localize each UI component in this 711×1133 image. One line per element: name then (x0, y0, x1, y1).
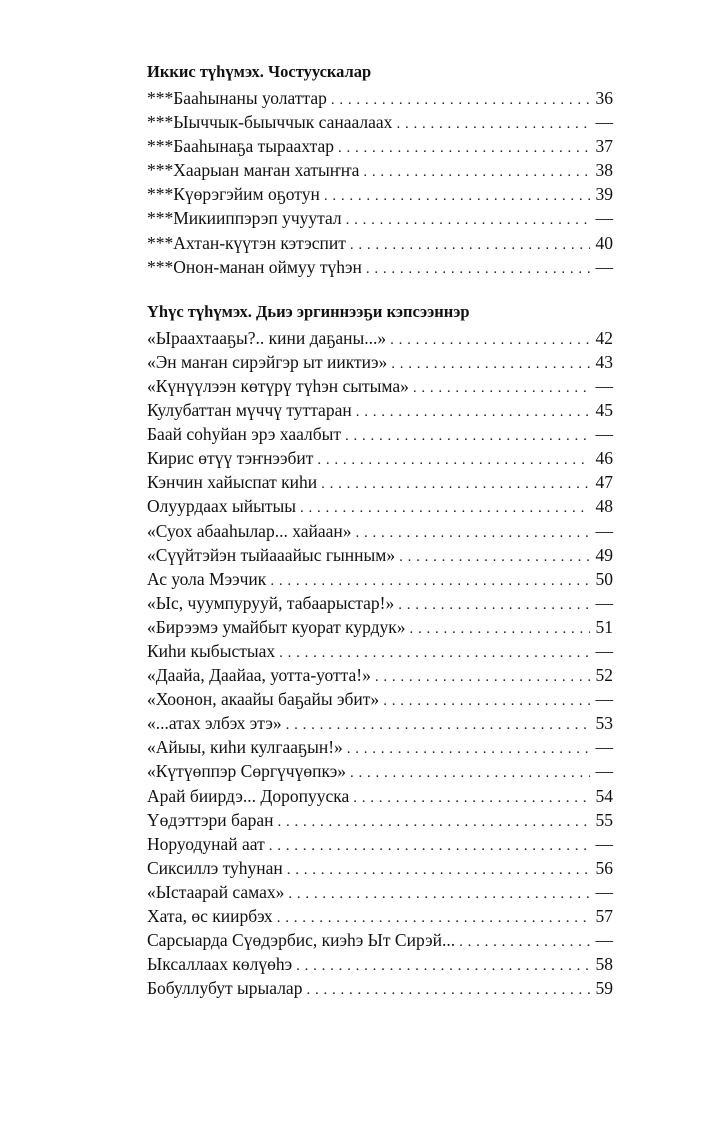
entry-title: «Сүүйтэйэн тыйааайыс гынным» (147, 544, 396, 565)
dot-leader (286, 713, 590, 737)
entry-title: Үөдэттэри баран (147, 809, 274, 830)
entry-title: ***Онон-манан оймуу түһэн (147, 256, 362, 277)
dot-leader (398, 593, 590, 617)
dot-leader (363, 160, 590, 184)
entry-page-number: 45 (595, 400, 613, 421)
entry-title: ***Ыыччык-быыччык санаалаах (147, 112, 393, 133)
toc-entry (147, 519, 613, 543)
entry-page-number: — (595, 737, 613, 758)
toc-entry (147, 952, 613, 976)
dot-leader (413, 376, 590, 400)
toc-entry (147, 374, 613, 398)
toc-entry (147, 134, 613, 158)
dot-leader (270, 569, 590, 593)
entry-title: ***Күөрэгэйим оҕотун (147, 184, 320, 205)
toc-entry (147, 446, 613, 470)
toc-entry (147, 255, 613, 279)
entry-title: Хата, өс киирбэх (147, 906, 273, 926)
dot-leader (279, 641, 590, 665)
entry-title: Сиксиллэ туһунан (147, 857, 283, 878)
entry-page-number: 57 (595, 906, 613, 926)
dot-leader (346, 208, 590, 232)
dot-leader (459, 930, 590, 954)
entry-page-number: 38 (595, 160, 613, 181)
dot-leader (345, 424, 590, 448)
dot-leader (331, 88, 590, 112)
entry-title: ***Бааһынаҕа тыраахтар (147, 136, 335, 157)
entry-title: Баай соһуйан эрэ хаалбыт (147, 424, 342, 445)
dot-leader (324, 184, 590, 208)
section-spacer (147, 279, 613, 298)
section-title: Иккис түһүмэх. Чостуускалар (147, 62, 372, 81)
entry-title: Кэнчин хайыспат киһи (147, 472, 318, 493)
entry-title: «Даайа, Даайаа, уотта-уотта!» (147, 665, 371, 686)
dot-leader (350, 761, 590, 785)
entry-page-number: 53 (595, 713, 613, 734)
toc-entry (147, 350, 613, 374)
toc-entry (147, 86, 613, 110)
entry-title: «Күнүүлээн көтүрү түһэн сытыма» (147, 375, 409, 396)
entry-page-number: — (595, 424, 613, 445)
entry-title: ***Бааһынаны уолаттар (147, 88, 327, 108)
dot-leader (399, 545, 590, 569)
toc-entry (147, 663, 613, 687)
entry-page-number: 52 (595, 665, 613, 686)
entry-page-number: 55 (595, 809, 613, 830)
dot-leader (356, 521, 590, 545)
dot-leader (366, 257, 590, 281)
toc-entry (147, 784, 613, 808)
entry-page-number: 56 (595, 857, 613, 878)
entry-title: Олуурдаах ыйытыы (147, 496, 296, 517)
entry-title: «Ыраахтааҕы?.. кини даҕаны...» (147, 327, 387, 348)
entry-page-number: 37 (595, 136, 613, 157)
dot-leader (269, 834, 590, 858)
entry-title: «Ыстаарай самах» (147, 881, 285, 902)
entry-title: «Хоонон, акаайы баҕайы эбит» (147, 689, 380, 710)
entry-page-number: 40 (595, 232, 613, 253)
toc-entry (147, 735, 613, 759)
toc-entry (147, 687, 613, 711)
entry-page-number: 47 (595, 472, 613, 493)
dot-leader (306, 978, 590, 1002)
toc-entry (147, 615, 613, 639)
entry-title: Арай биирдэ... Доропууска (147, 785, 350, 806)
toc-entry (147, 110, 613, 134)
entry-title: Сарсыарда Сүөдэрбис, киэһэ Ыт Сирэй... (147, 930, 456, 951)
section-title: Үһүс түһүмэх. Дьиэ эргиннээҕи кэпсээннэр (147, 301, 470, 321)
toc-entry (147, 928, 613, 952)
dot-leader (353, 786, 590, 810)
dot-leader (278, 810, 590, 834)
toc-entry (147, 470, 613, 494)
entry-title: Кирис өтүү тэҥнээбит (147, 448, 314, 469)
entry-title: «Айыы, киһи кулгааҕын!» (147, 737, 343, 758)
dot-leader (347, 737, 590, 761)
entry-title: Кулубаттан мүччү туттаран (147, 400, 352, 421)
toc-entry (147, 494, 613, 518)
entry-page-number: — (595, 833, 613, 854)
toc-entry (147, 904, 613, 928)
dot-leader (391, 352, 590, 376)
toc-entry (147, 206, 613, 230)
toc-section (147, 58, 613, 279)
dot-leader (287, 858, 590, 882)
dot-leader (300, 496, 590, 520)
entry-page-number: 48 (595, 496, 613, 517)
entry-page-number: — (595, 881, 613, 902)
toc-entry (147, 543, 613, 567)
entry-page-number: 50 (595, 568, 613, 589)
toc-entry (147, 567, 613, 591)
toc-entry (147, 808, 613, 832)
entry-page-number: — (595, 112, 613, 133)
entry-page-number: — (595, 375, 613, 396)
entry-page-number: — (595, 520, 613, 541)
entry-page-number: — (595, 930, 613, 951)
toc-entry (147, 832, 613, 856)
entry-page-number: — (595, 761, 613, 782)
table-of-contents (147, 58, 613, 1000)
toc-entry (147, 976, 613, 1000)
entry-title: «Ыс, чуумпурууй, табаарыстар!» (147, 592, 395, 613)
entry-page-number: 46 (595, 448, 613, 469)
toc-entry (147, 231, 613, 255)
dot-leader (396, 112, 590, 136)
dot-leader (296, 954, 590, 978)
entry-title: Киһи кыбыстыах (147, 640, 276, 661)
dot-leader (321, 472, 590, 496)
entry-page-number: 59 (595, 978, 613, 999)
entry-page-number: 51 (595, 616, 613, 637)
entry-title: «Бирээмэ умайбыт куорат курдук» (147, 616, 406, 637)
toc-entry (147, 326, 613, 350)
entry-page-number: — (595, 689, 613, 710)
dot-leader (277, 906, 590, 930)
entry-title: «Суох абааһылар... хайаан» (147, 520, 352, 541)
toc-entry (147, 759, 613, 783)
entry-page-number: 54 (595, 785, 613, 806)
entry-title: ***Микииппэрэп учуутал (147, 208, 342, 229)
entry-title: «...атах элбэх этэ» (147, 713, 282, 734)
toc-entry (147, 182, 613, 206)
entry-title: Норуодунай аат (147, 833, 265, 854)
dot-leader (338, 136, 590, 160)
entry-page-number: — (595, 640, 613, 661)
entry-page-number: — (595, 592, 613, 613)
entry-page-number: — (595, 208, 613, 229)
dot-leader (383, 689, 590, 713)
toc-entry (147, 158, 613, 182)
dot-leader (317, 448, 590, 472)
entry-title: ***Ахтан-күүтэн кэтэспит (147, 232, 346, 253)
toc-entry (147, 856, 613, 880)
toc-entry (147, 422, 613, 446)
dot-leader (356, 400, 590, 424)
entry-page-number: 42 (595, 327, 613, 348)
dot-leader (288, 882, 590, 906)
dot-leader (350, 233, 590, 257)
entry-page-number: — (595, 256, 613, 277)
toc-entry (147, 639, 613, 663)
entry-page-number: 43 (595, 351, 613, 372)
toc-entry (147, 398, 613, 422)
entry-page-number: 39 (595, 184, 613, 205)
entry-title: «Эн маҥан сирэйгэр ыт ииктиэ» (147, 351, 388, 372)
entry-page-number: 49 (595, 544, 613, 565)
toc-entry (147, 711, 613, 735)
entry-title: Бобуллубут ырыалар (147, 978, 303, 999)
dot-leader (410, 617, 590, 641)
entry-title: Ас уола Мээчик (147, 568, 267, 589)
toc-section (147, 298, 613, 1001)
entry-title: ***Хаарыан маҥан хатыҥҥа (147, 160, 360, 181)
entry-title: Ыксаллаах көлүөһэ (147, 954, 293, 975)
dot-leader (390, 328, 590, 352)
entry-title: «Күтүөппэр Сөргүчүөпкэ» (147, 761, 346, 782)
toc-entry (147, 591, 613, 615)
entry-page-number: 58 (595, 954, 613, 975)
dot-leader (375, 665, 590, 689)
toc-entry (147, 880, 613, 904)
entry-page-number: 36 (595, 88, 613, 108)
